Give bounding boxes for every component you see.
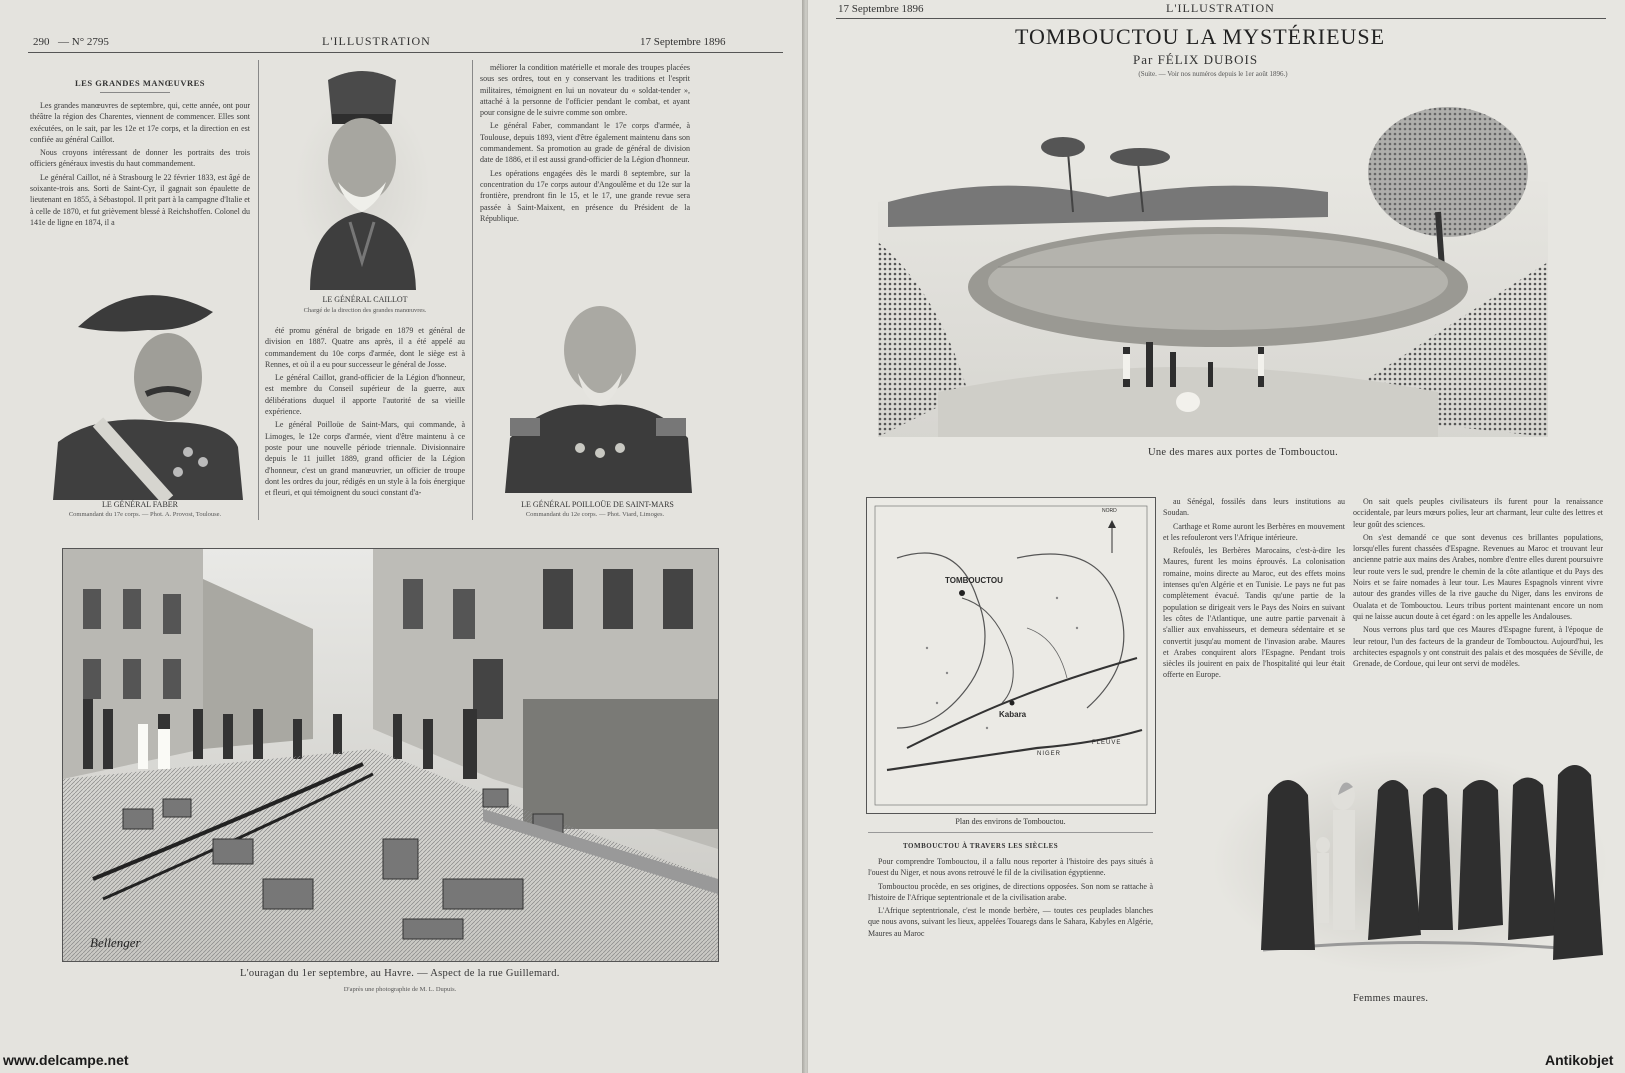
right-page <box>808 0 1625 1073</box>
column-divider <box>472 60 473 520</box>
paragraph: méliorer la condition matérielle et morale des troupes placées sous ses ordres, tout en y conservant les traditions et l'esprit militaires, témoignent en lui un novateur du « soldat-tender », attaché à la personne de l'officier pendant le combat, et ayant pour consigne de le suivre comme son ombre. <box>480 63 690 118</box>
page-date: 17 Septembre 1896 <box>838 3 924 15</box>
article-column-c <box>868 856 1153 1041</box>
article-column-1 <box>30 100 250 300</box>
paragraph: Refoulés, les Berbères Marocains, c'est-à-dire les Maures, furent les moins éprouvés. La colonisation romaine, moins directe au Maroc, eut des effets moins intenses qu'en Algérie et en Tunisie. Le pays ne fut pas complètement évacué. Tandis qu'une partie de la population se dirigeait vers le Pays des Noirs en suivant les côtes de l'Atlantique, une autre partie parvenait à s'allier aux envahisseurs, et demeura sédentaire et se convertit jusqu'au moment de l'invasion arabe. Maures et Arabes conquirent alors l'Espagne. Pendant trois siècles ils jouirent en paix de l'hospitalité qui leur était offerte en Europe. <box>1163 546 1345 680</box>
moorish-women-engraving <box>1163 735 1613 990</box>
artist-signature: Bellenger <box>90 935 141 950</box>
portrait-saint-mars <box>500 288 695 493</box>
paragraph: Nous croyons intéressant de donner les portraits des trois officiers généraux investis du haut commandement. <box>30 148 250 169</box>
section-title: LES GRANDES MANŒUVRES <box>75 78 205 88</box>
paragraph: été promu général de brigade en 1879 et général de division en 1887. Quatre ans après, il a été appelé au commandement du 10e corps d'armée, dont le siège est à Rennes, et où il a eu pour successeur le général de Josse. <box>265 326 465 369</box>
portrait-faber <box>38 272 248 500</box>
paragraph: Nous verrons plus tard que ces Maures d'Espagne furent, à l'époque de leur retour, l'un des facteurs de la grandeur de Tombouctou. Aujourd'hui, les architectes espagnols y ont construit des palais et des mosquées de Séville, de Grenade, de Cordoue, qui leur ont servi de modèles. <box>1353 625 1603 669</box>
storm-street-engraving <box>62 548 719 962</box>
women-caption: Femmes maures. <box>1353 993 1429 1004</box>
map-caption: Plan des environs de Tombouctou. <box>955 817 1066 826</box>
paragraph: Les opérations engagées dès le mardi 8 septembre, sur la concentration du 17e corps autour d'Angoulême et du 12e sur la frontière, prendront fin le 15, et le 17, une grande revue sera passée à Saint-Maixent, en présence du Président de la République. <box>480 168 690 223</box>
paragraph: au Sénégal, fossilés dans leurs institutions au Soudan. <box>1163 497 1345 518</box>
pond-caption: Une des mares aux portes de Tombouctou. <box>1148 447 1339 458</box>
article-title: TOMBOUCTOU LA MYSTÉRIEUSE <box>1015 24 1386 49</box>
map-rule <box>868 832 1153 833</box>
paragraph: L'Afrique septentrionale, c'est le monde berbère, — toutes ces peuplades blanches que nous avons, suivant les lieux, appelées Touaregs dans le Sahara, Kabyles en Algérie, Maures au Maroc <box>868 906 1153 938</box>
paragraph: Tombouctou procède, en ses origines, de directions opposées. Son nom se rattache à l'histoire de l'Afrique septentrionale et de la civilisation arabe. <box>868 881 1153 902</box>
header-rule <box>836 18 1606 19</box>
page-date: 17 Septembre 1896 <box>640 36 726 48</box>
map-label-city: TOMBOUCTOU <box>945 576 1003 585</box>
left-page <box>0 0 803 1073</box>
watermark-left: www.delcampe.net <box>3 1052 129 1068</box>
portrait-subcaption: Chargé de la direction des grandes manœuvres. <box>303 307 427 314</box>
issue-number: — N° 2795 <box>58 36 109 48</box>
paragraph: On sait quels peuples civilisateurs ils furent pour la renaissance occidentale, par leurs mœurs polies, leur art charmant, leur culte des lettres et leur goût des sciences. <box>1353 497 1603 529</box>
paragraph: Le général Caillot, né à Strasbourg le 22 février 1833, est âgé de soixante-trois ans. Sorti de Saint-Cyr, il gagnait son épaulette de lieutenant en 1855, à Sébastopol. Il prit part à la campagne d'Italie et à celle de 1870, et fut grièvement blessé à Reichshoffen. Colonel du 141e de ligne en 1874, il a <box>30 172 250 227</box>
paragraph: Carthage et Rome auront les Berbères en mouvement et les refouleront vers l'Afrique intérieure. <box>1163 521 1345 542</box>
paragraph: On s'est demandé ce que sont devenus ces brillantes populations, lorsqu'elles furent chassées d'Espagne. Revenues au Maroc et trouvant leur ancienne patrie aux mains des Arabes, nombre d'entre elles durent poursuivre leur route vers le sud, prendre le chemin de la côte atlantique et du Pays des Noirs et se faire nomades à leur tour. Les Maures Espagnols vinrent vivre autour des grandes villes de la rive gauche du Niger, dans les environs de Oualata et de Tombouctou. Leurs tribus portent maintenant encore un nom qui ne laisse aucun doute à cet égard : on les appelle les Andalouses. <box>1353 532 1603 621</box>
map-label-kabara: Kabara <box>999 710 1027 719</box>
article-suite-note: (Suite. — Voir nos numéros depuis le 1er août 1896.) <box>1138 70 1288 78</box>
article-column-3 <box>480 62 690 282</box>
paragraph: Le général Poilloüe de Saint-Mars, qui commande, à Limoges, le 12e corps d'armée, vient d'être maintenu à ce poste pour une nouvelle période triennale. Divisionnaire depuis le 11 juillet 1889, grand officier de la Légion d'honneur, c'est un grand manœuvrier, un officier de troupe dont les ordres du jour, rédigés en un style à la fois énergique et fleuri, et qui témoignent du souci constant d'a- <box>265 420 465 498</box>
map-label-niger: NIGER <box>1037 751 1062 757</box>
paragraph: Pour comprendre Tombouctou, il a fallu nous reporter à l'histoire des pays situés à l'ouest du Niger, et nous avons retrouvé le fil de la civilisation égyptienne. <box>868 857 1153 878</box>
portrait-caption: LE GÉNÉRAL CAILLOT <box>322 295 408 304</box>
paragraph: Les grandes manœuvres de septembre, qui, cette année, ont pour théâtre la région des Charentes, viennent de commencer. Elles sont exécutées, on le sait, par les 12e et 17e corps, et la direction en est confiée au général Caillot. <box>30 101 250 144</box>
portrait-caption: LE GÉNÉRAL POILLOÜE DE SAINT-MARS <box>521 500 674 509</box>
map-label-nord: NORD <box>1102 508 1117 514</box>
paragraph: Le général Faber, commandant le 17e corps d'armée, à Toulouse, depuis 1893, vient d'être également maintenu dans son commandement. Sa promotion au grade de général de division date de 1886, et il est aussi grand-officier de la Légion d'honneur. <box>480 121 690 165</box>
section-heading: TOMBOUCTOU À TRAVERS LES SIÈCLES <box>903 842 1059 850</box>
article-byline: Par FÉLIX DUBOIS <box>1133 52 1259 67</box>
column-divider <box>258 60 259 520</box>
header-rule <box>28 52 783 53</box>
article-column-b <box>1353 496 1603 721</box>
masthead: L'ILLUSTRATION <box>1166 1 1275 15</box>
main-subcaption: D'après une photographie de M. L. Dupuis. <box>343 986 457 993</box>
title-underline <box>100 92 170 93</box>
portrait-caillot <box>280 62 445 290</box>
watermark-right: Antikobjet <box>1545 1052 1614 1068</box>
article-column-2 <box>265 325 465 515</box>
paragraph: Le général Caillot, grand-officier de la Légion d'honneur, est membre du Conseil supérieur de la guerre, aux délibérations duquel il apporte l'autorité de sa vieille expérience. <box>265 373 465 417</box>
portrait-subcaption: Commandant du 17e corps. — Phot. A. Provost, Toulouse. <box>68 511 222 518</box>
masthead: L'ILLUSTRATION <box>322 34 431 48</box>
page-number: 290 <box>33 36 50 48</box>
pond-engraving <box>878 92 1548 437</box>
article-column-a <box>1163 496 1345 721</box>
portrait-subcaption: Commandant du 12e corps. — Phot. Viard, Limoges. <box>525 511 665 518</box>
map-tombouctou <box>866 497 1156 814</box>
portrait-caption: LE GÉNÉRAL FABER <box>102 500 178 509</box>
main-caption: L'ouragan du 1er septembre, au Havre. — Aspect de la rue Guillemard. <box>240 968 560 979</box>
map-label-fleuve: FLEUVE <box>1092 740 1122 746</box>
